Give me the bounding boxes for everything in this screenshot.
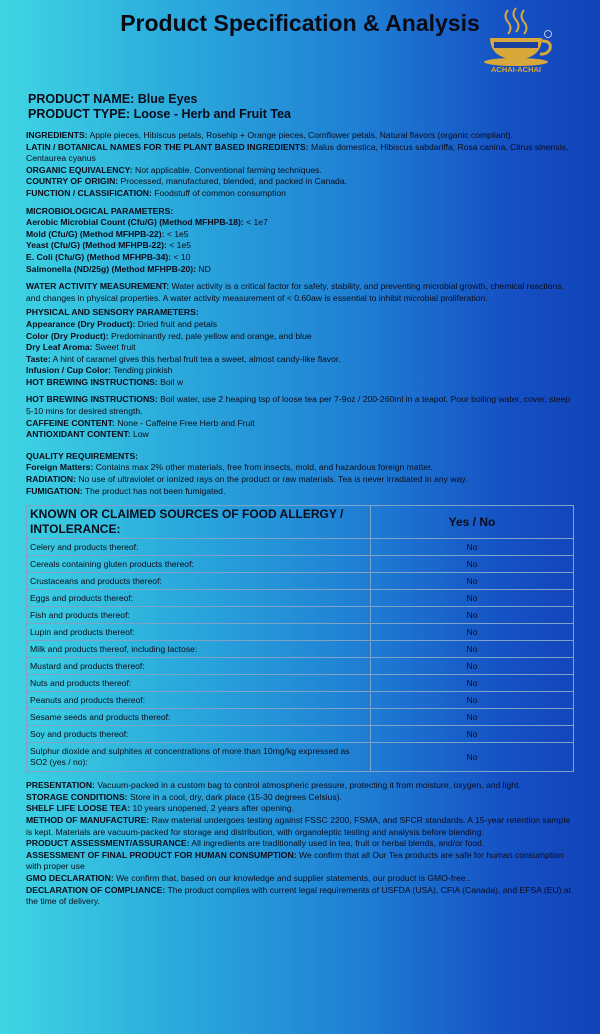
allergy-table — [26, 505, 574, 772]
product-identity — [28, 92, 576, 122]
table-row: Sesame seeds and products thereof: No — [27, 709, 574, 726]
organic-line: ORGANIC EQUIVALENCY: Not applicable. Conventional farming techniques. — [26, 164, 322, 175]
table-row: Fish and products thereof: No — [27, 607, 574, 624]
product-name: Blue Eyes — [137, 92, 198, 106]
table-row: Sulphur dioxide and sulphites at concentrations of more than 10mg/kg expressed as SO2 (yes / no): No — [27, 743, 574, 772]
table-row: Celery and products thereof: No — [27, 539, 574, 556]
ingredients-line: INGREDIENTS: Apple pieces, Hibiscus petals, Rosehip + Orange pieces, Cornflower petals, Natural flavors (organic compliant). — [26, 130, 513, 140]
physical-heading: PHYSICAL AND SENSORY PARAMETERS: — [26, 307, 199, 318]
micro-row: Salmonella (ND/25g) (Method MFHPB-20): ND — [26, 263, 211, 274]
table-row: Cereals containing gluten products thereof: No — [27, 556, 574, 573]
product-type-line: PRODUCT TYPE: Loose - Herb and Fruit Tea — [28, 107, 291, 121]
micro-row: E. Coli (Cfu/G) (Method MFHPB-34): < 10 — [26, 251, 191, 262]
micro-heading: MICROBIOLOGICAL PARAMETERS: — [26, 205, 174, 216]
physical-row: Infusion / Cup Color: Tending pinkish — [26, 365, 173, 376]
quality-heading: QUALITY REQUIREMENTS: — [26, 450, 139, 461]
spec-content — [26, 92, 576, 908]
assessment-line: PRODUCT ASSESSMENT/ASSURANCE: All ingredients are traditionally used in tea, fruit or herbal blends, and/or food. — [26, 838, 485, 849]
micro-row: Aerobic Microbial Count (Cfu/G) (Method MFHPB-18): < 1e7 — [26, 217, 268, 228]
table-row: Soy and products thereof: No — [27, 726, 574, 743]
final-product-line: ASSESSMENT OF FINAL PRODUCT FOR HUMAN CONSUMPTION: We confirm that all Our Tea products are safe for human consumption with proper use — [26, 849, 564, 872]
physical-row: Dry Leaf Aroma: Sweet fruit — [26, 342, 136, 353]
presentation-line: PRESENTATION: Vacuum-packed in a custom bag to control atmospheric pressure, protecting it from moisture, oxygen, and light. — [26, 780, 521, 791]
latin-names-line: LATIN / BOTANICAL NAMES FOR THE PLANT BASED INGREDIENTS: Malus domestica, Hibiscus sabdariffa, Rosa canina, Citrus sinensis, Centaurea cyanus — [26, 141, 569, 164]
physical-row: Appearance (Dry Product): Dried fruit and petals — [26, 318, 218, 329]
radiation-line: RADIATION: No use of ultraviolet or ionized rays on the product or raw materials. Tea is never irradiated in any way. — [26, 474, 468, 485]
table-row: Nuts and products thereof: No — [27, 675, 574, 692]
table-row: Peanuts and products thereof: No — [27, 692, 574, 709]
brewing-line: HOT BREWING INSTRUCTIONS: Boil water, use 2 heaping tsp of loose tea per 7-9oz / 200-260ml in a teapot. Pour boiling water, cover, steep 5-10 mins for desired strength. — [26, 394, 571, 417]
physical-row: HOT BREWING INSTRUCTIONS: Boil w — [26, 376, 184, 387]
product-type: Loose - Herb and Fruit Tea — [133, 107, 291, 121]
physical-row: Color (Dry Product): Predominantly red, pale yellow and orange, and blue — [26, 330, 312, 341]
fumigation-line: FUMIGATION: The product has not been fumigated. — [26, 485, 226, 496]
micro-row: Mold (Cfu/G) (Method MFHPB-22): < 1e5 — [26, 228, 189, 239]
table-row: Milk and products thereof, including lactose: No — [27, 641, 574, 658]
table-row: Mustard and products thereof: No — [27, 658, 574, 675]
table-row: Crustaceans and products thereof: No — [27, 573, 574, 590]
storage-line: STORAGE CONDITIONS: Store in a cool, dry, dark place (15-30 degrees Celsius). — [26, 791, 342, 802]
shelf-life-line: SHELF LIFE LOOSE TEA: 10 years unopened, 2 years after opening. — [26, 803, 294, 814]
page-title: Product Specification & Analysis — [120, 10, 480, 36]
method-line: METHOD OF MANUFACTURE: Raw material undergoes testing against FSSC 2200, FSMA, and SFCR standards. A 15-year retention sample is kept. Materials are vacuum-packed for storage and distribution, with organoleptic testing and analysis before blending. — [26, 815, 571, 837]
water-activity-line: WATER ACTIVITY MEASUREMENT: Water activity is a critical factor for safety, stability, and preventing microbial growth, chemical reactions, and changes in physical properties. A water activity measurement of < 0.60aw is essential to inhibit microbial proliferation. — [26, 281, 564, 303]
function-line: FUNCTION / CLASSIFICATION: Foodstuff of common consumption — [26, 187, 286, 198]
allergy-header-label: KNOWN OR CLAIMED SOURCES OF FOOD ALLERGY / INTOLERANCE: — [27, 506, 371, 539]
table-row: Eggs and products thereof: No — [27, 590, 574, 607]
product-name-line: PRODUCT NAME: Blue Eyes — [28, 92, 198, 106]
physical-row: Taste: A hint of caramel gives this herbal fruit tea a sweet, almost candy-like flavor. — [26, 353, 341, 364]
table-row: Lupin and products thereof: No — [27, 624, 574, 641]
country-line: COUNTRY OF ORIGIN: Processed, manufactured, blended, and packed in Canada. — [26, 176, 348, 187]
tea-cup-logo-icon — [478, 6, 556, 76]
compliance-line: DECLARATION OF COMPLIANCE: The product complies with current legal requirements of USFDA (USA), CFIA (Canada), and EFSA (EU) at the time of delivery. — [26, 884, 572, 907]
gmo-line: GMO DECLARATION: We confirm that, based on our knowledge and supplier statements, our product is GMO-free.. — [26, 872, 471, 883]
foreign-matters-line: Foreign Matters: Contains max 2% other materials, free from insects, mold, and hazardous foreign matter. — [26, 462, 433, 473]
allergy-header-yes-no: Yes / No — [371, 506, 574, 539]
micro-row: Yeast (Cfu/G) (Method MFHPB-22): < 1e5 — [26, 240, 191, 251]
caffeine-line: CAFFEINE CONTENT: None - Caffeine Free Herb and Fruit — [26, 417, 255, 428]
allergy-table-header — [27, 506, 574, 539]
logo-wordmark: ACHAI-ACHAI — [491, 65, 541, 74]
antioxidant-line: ANTIOXIDANT CONTENT: Low — [26, 429, 149, 440]
